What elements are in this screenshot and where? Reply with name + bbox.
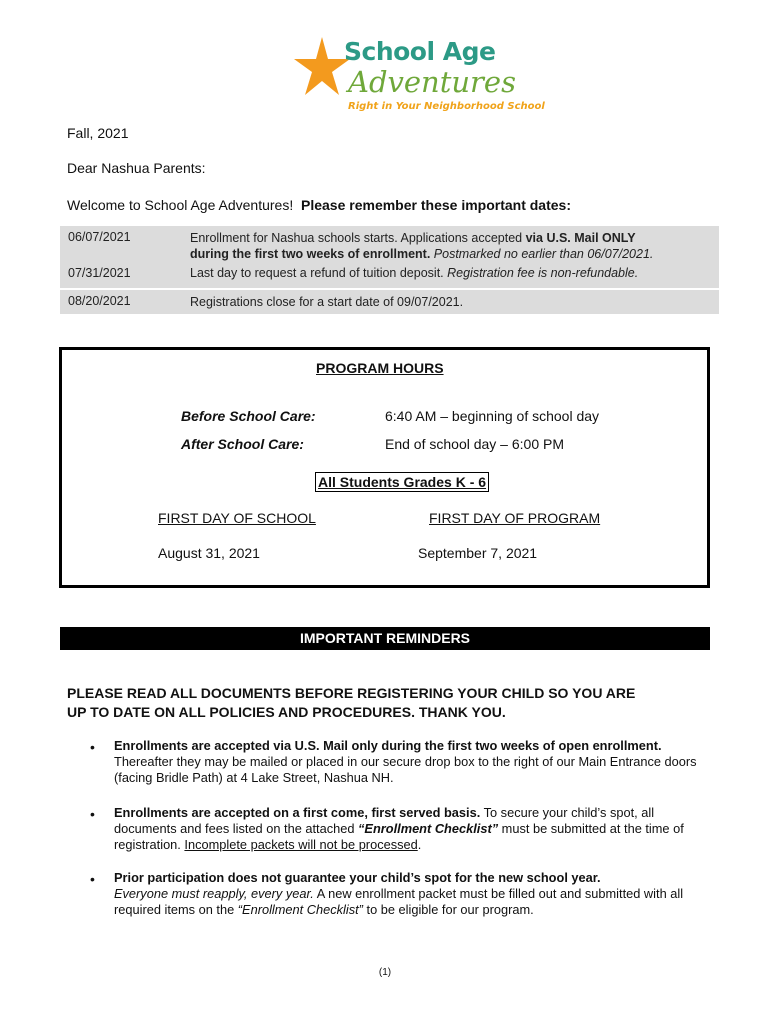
greeting-line: Dear Nashua Parents: <box>67 160 206 176</box>
bullet-icon: • <box>90 739 95 755</box>
program-hours-box <box>59 347 710 588</box>
date-row <box>60 262 719 288</box>
welcome-bold: Please remember these important dates: <box>301 197 571 213</box>
date-row <box>60 290 719 314</box>
program-hours-title: PROGRAM HOURS <box>316 360 444 376</box>
logo-title-line1: School Age <box>344 37 496 66</box>
reminder-item: Enrollments are accepted via U.S. Mail only during the first two weeks of open enrollment. Thereafter they may be mailed or placed in our secure drop box to the right of our Main Entrance doors (facing Bridle Path) at 4 Lake Street, Nashua NH. <box>114 738 697 785</box>
before-care-hours: 6:40 AM – beginning of school day <box>385 408 600 424</box>
date-cell: 06/07/2021 <box>68 230 131 244</box>
first-day-school-date: August 31, 2021 <box>158 545 260 561</box>
season-line: Fall, 2021 <box>67 125 129 141</box>
date-cell: 07/31/2021 <box>68 266 131 280</box>
reminders-intro: PLEASE READ ALL DOCUMENTS BEFORE REGISTERING YOUR CHILD SO YOU ARE UP TO DATE ON ALL POLICIES AND PROCEDURES. THANK YOU. <box>67 685 636 720</box>
school-age-adventures-logo <box>292 33 545 115</box>
after-care-hours: End of school day – 6:00 PM <box>385 436 564 452</box>
reminder-item: Prior participation does not guarantee your child’s spot for the new school year. Everyone must reapply, every year. A new enrollment packet must be filled out and submitted with all required items on the “Enrollment Checklist” to be eligible for our program. <box>114 870 684 917</box>
after-care-label: After School Care: <box>181 436 304 452</box>
before-care-label: Before School Care: <box>181 408 316 424</box>
reminder-item: Enrollments are accepted on a first come, first served basis. To secure your child’s spot, all documents and fees listed on the attached “Enrollment Checklist” must be submitted at the time of registration. Incomplete packets will not be processed. <box>114 805 684 852</box>
logo-title-line2: Adventures <box>348 65 516 99</box>
important-reminders-header: IMPORTANT REMINDERS <box>60 627 710 650</box>
date-description: Registrations close for a start date of 09/07/2021. <box>190 295 464 309</box>
date-cell: 08/20/2021 <box>68 294 131 308</box>
welcome-line <box>67 197 571 213</box>
date-row <box>60 226 719 262</box>
date-description: Enrollment for Nashua schools starts. Applications accepted via U.S. Mail ONLY during the first two weeks of enrollment. Postmarked no earlier than 06/07/2021. <box>190 231 654 261</box>
logo-tagline: Right in Your Neighborhood School <box>348 101 545 112</box>
date-description: Last day to request a refund of tuition deposit. Registration fee is non-refundable. <box>190 266 639 280</box>
first-day-program-label: FIRST DAY OF PROGRAM <box>429 510 601 526</box>
welcome-text: Welcome to School Age Adventures! <box>67 197 294 213</box>
grades-badge: All Students Grades K - 6 <box>315 472 489 492</box>
bullet-icon: • <box>90 806 95 822</box>
first-day-school-label: FIRST DAY OF SCHOOL <box>158 510 316 526</box>
page-number: (1) <box>378 967 392 978</box>
first-day-program-date: September 7, 2021 <box>418 545 538 561</box>
bullet-icon: • <box>90 871 95 887</box>
